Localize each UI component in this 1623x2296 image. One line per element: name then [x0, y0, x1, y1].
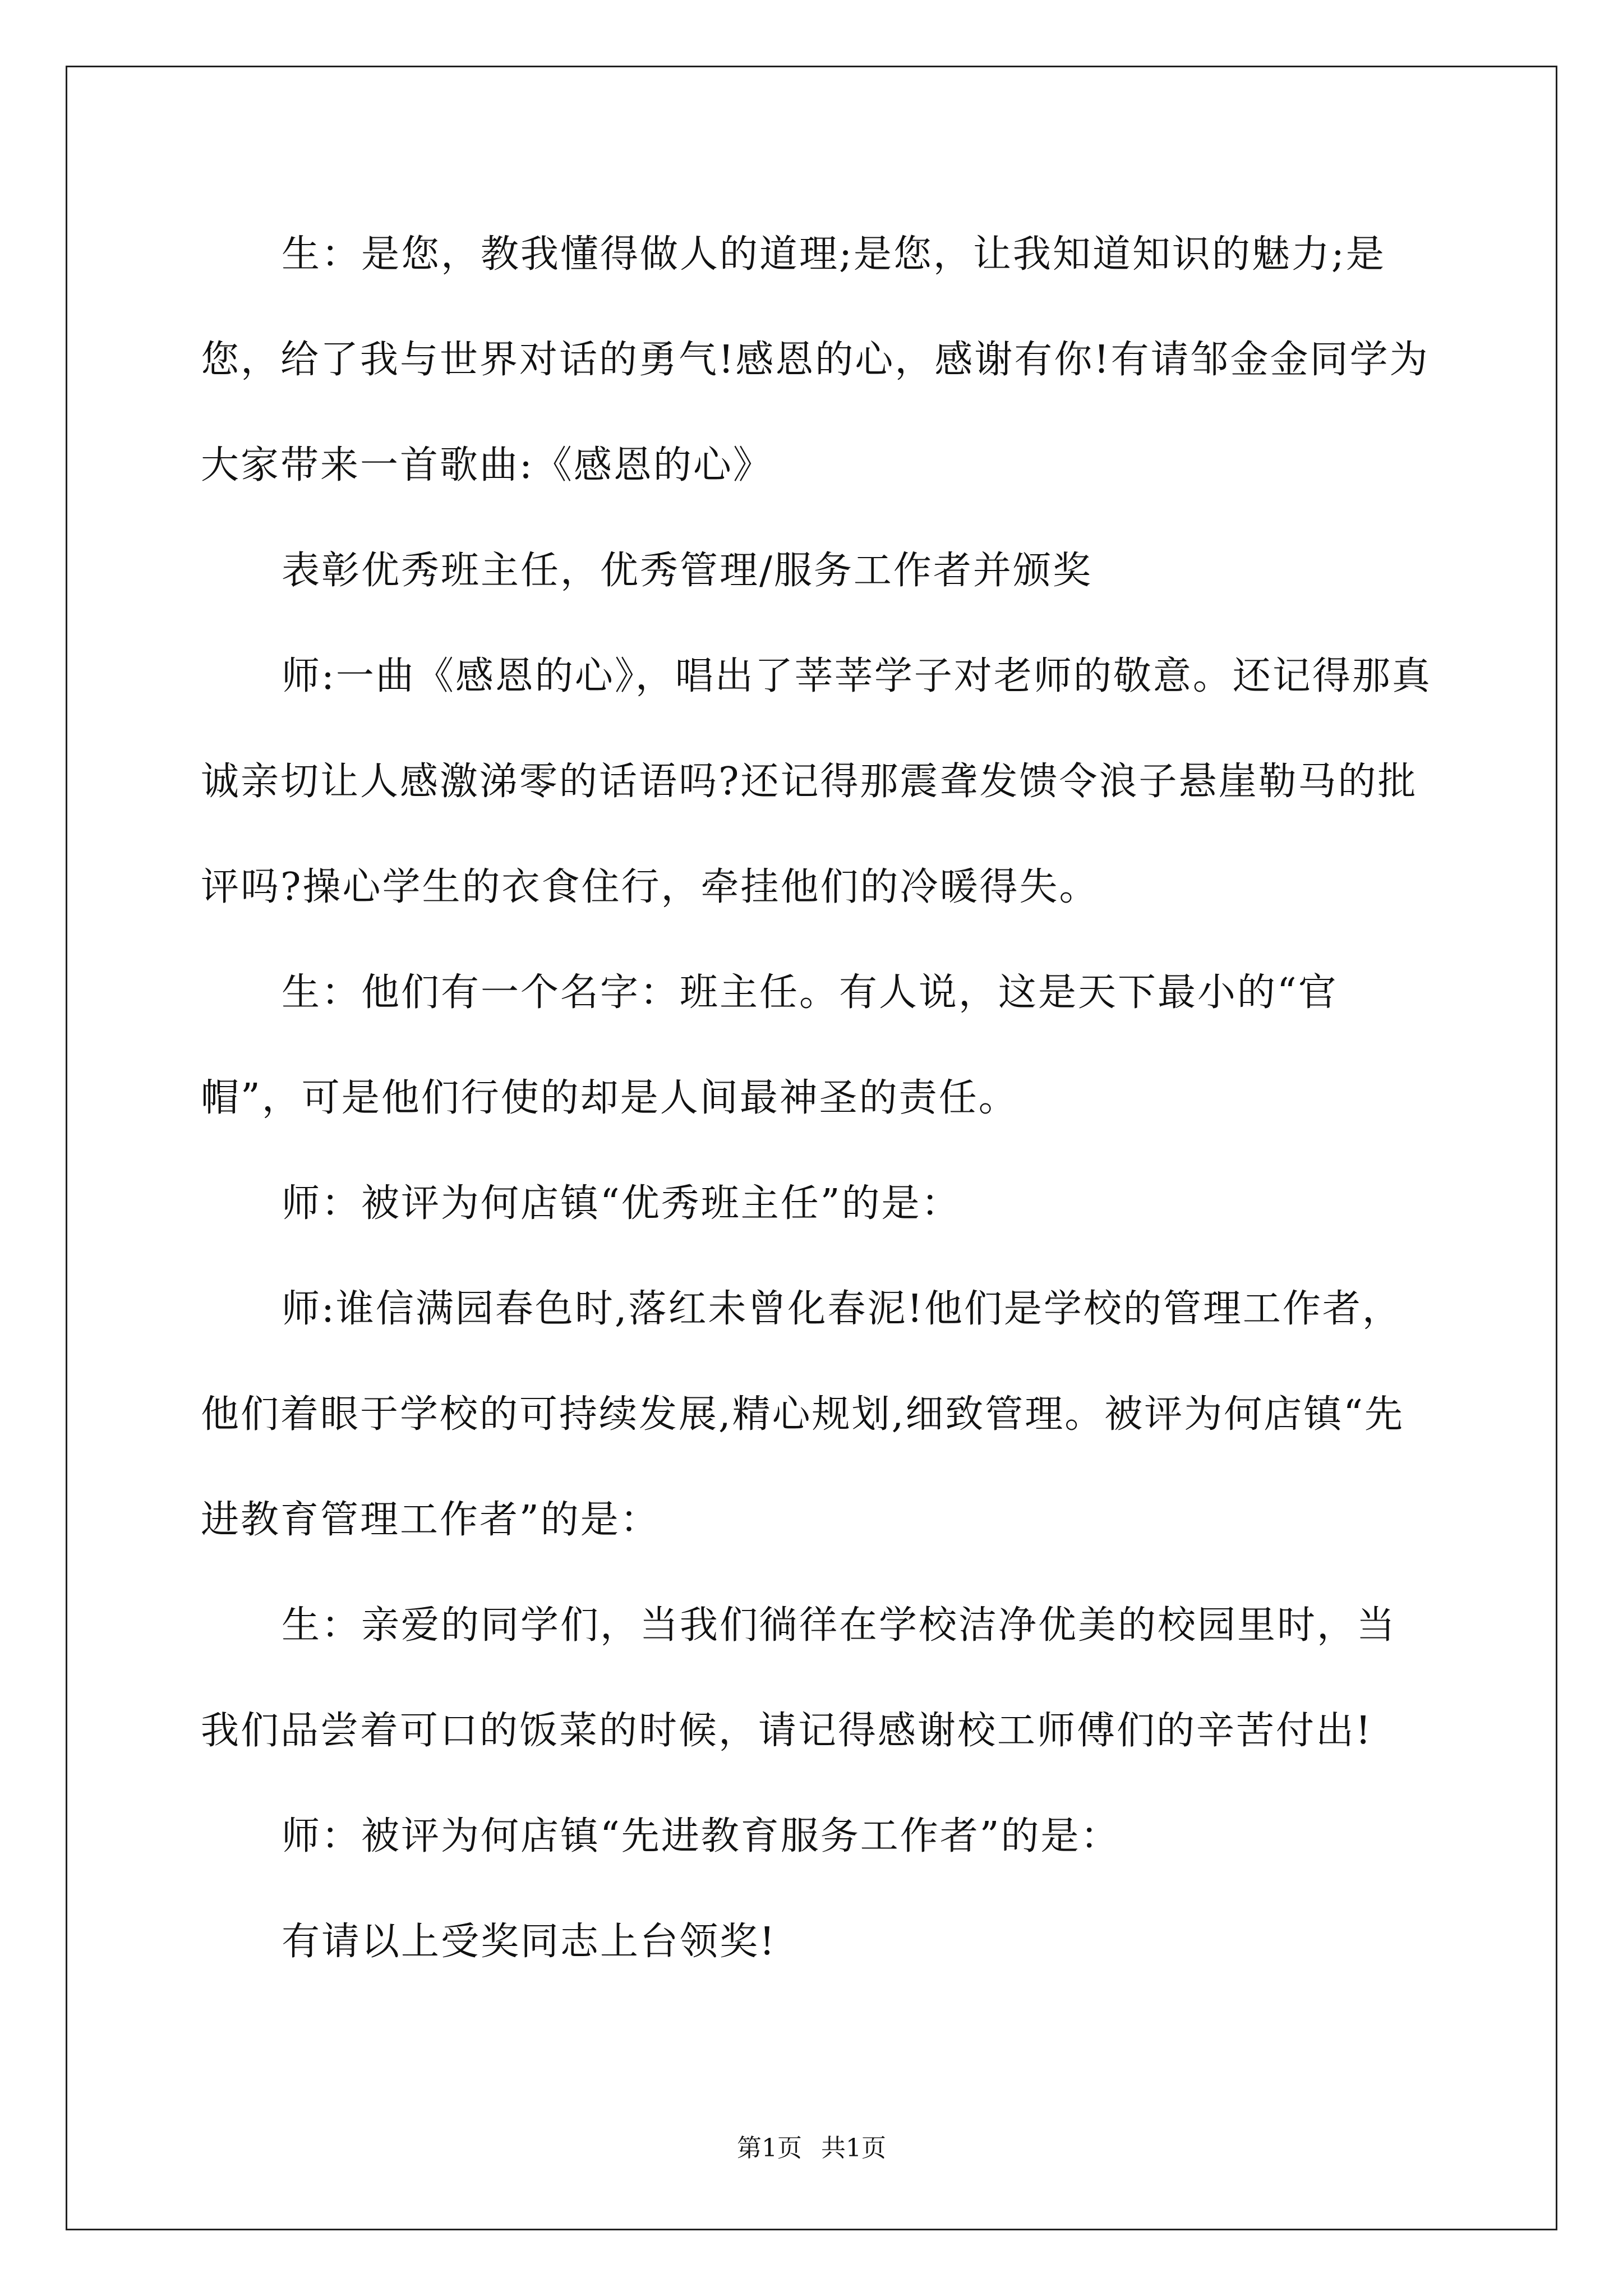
- paragraph-6: 师:谁信满园春色时,落红未曾化春泥!他们是学校的管理工作者，他们着眼于学校的可持续发展,精心规划,细致管理。被评为何店镇“先进教育管理工作者”的是：: [201, 1287, 1404, 1542]
- paragraph-5: 师：被评为何店镇“优秀班主任”的是：: [282, 1181, 961, 1226]
- paragraph-8: 师：被评为何店镇“先进教育服务工作者”的是：: [282, 1814, 1121, 1858]
- paragraph-4: 生：他们有一个名字：班主任。有人说，这是天下最小的“官帽”，可是他们行使的却是人间最神圣的责任。: [201, 970, 1338, 1120]
- document-body: [201, 202, 1435, 1995]
- paragraph-7: 生：亲爱的同学们，当我们徜徉在学校洁净优美的校园里时，当我们品尝着可口的饭菜的时候，请记得感谢校工师傅们的辛苦付出!: [201, 1603, 1397, 1753]
- page-total: 共1页: [821, 2134, 886, 2162]
- paragraph-9: 有请以上受奖同志上台领奖!: [282, 1920, 777, 1964]
- paragraph-3: 师:一曲《感恩的心》，唱出了莘莘学子对老师的敬意。还记得那真诚亲切让人感激涕零的话语吗?还记得那震聋发馈令浪子悬崖勒马的批评吗?操心学生的衣食住行，牵挂他们的冷暖得失。: [201, 654, 1432, 909]
- paragraph-2: 表彰优秀班主任，优秀管理/服务工作者并颁奖: [282, 549, 1092, 593]
- page-number: 第1页: [737, 2134, 802, 2162]
- paragraph-1: 生：是您，教我懂得做人的道理;是您，让我知道知识的魅力;是您，给了我与世界对话的勇气!感恩的心，感谢有你!有请邹金金同学为大家带来一首歌曲:《感恩的心》: [201, 232, 1430, 487]
- page-footer: [0, 2132, 1623, 2165]
